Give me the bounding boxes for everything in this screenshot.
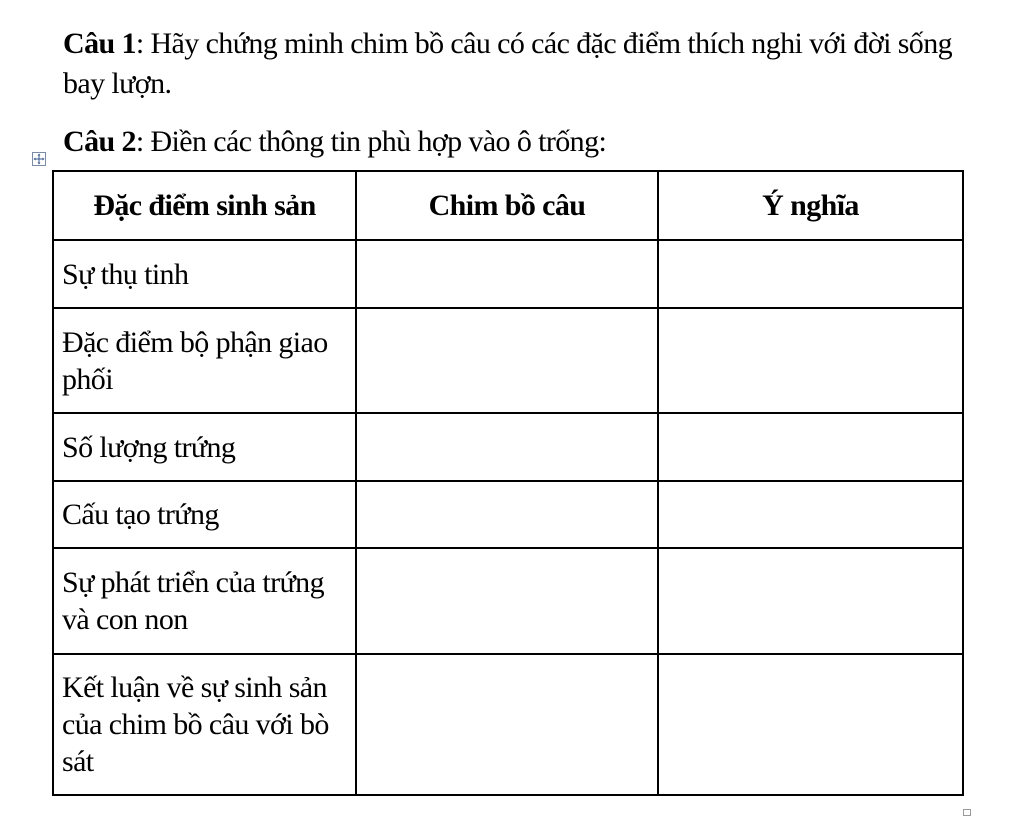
meaning-cell[interactable] xyxy=(658,308,963,413)
meaning-cell[interactable] xyxy=(658,548,963,654)
row-label: Đặc điểm bộ phận giao phối xyxy=(53,308,356,413)
meaning-cell[interactable] xyxy=(658,413,963,481)
header-pigeon: Chim bồ câu xyxy=(356,171,658,240)
meaning-cell[interactable] xyxy=(658,481,963,548)
table-row xyxy=(53,240,963,308)
row-label: Sự phát triển của trứng và con non xyxy=(53,548,356,654)
pigeon-cell[interactable] xyxy=(356,413,658,481)
table-row xyxy=(53,308,963,413)
meaning-cell[interactable] xyxy=(658,240,963,308)
pigeon-cell[interactable] xyxy=(356,240,658,308)
header-meaning: Ý nghĩa xyxy=(658,171,963,240)
pigeon-cell[interactable] xyxy=(356,481,658,548)
reproduction-table xyxy=(52,170,964,796)
pigeon-cell[interactable] xyxy=(356,654,658,795)
table-row xyxy=(53,413,963,481)
header-reproductive-feature: Đặc điểm sinh sản xyxy=(53,171,356,240)
table-row xyxy=(53,548,963,654)
row-label: Số lượng trứng xyxy=(53,413,356,481)
question-2 xyxy=(63,122,963,162)
table-row xyxy=(53,481,963,548)
meaning-cell[interactable] xyxy=(658,654,963,795)
question-1-label: Câu 1 xyxy=(63,27,136,60)
question-1 xyxy=(63,24,993,104)
question-2-label: Câu 2 xyxy=(63,125,136,158)
pigeon-cell[interactable] xyxy=(356,548,658,654)
table-row xyxy=(53,654,963,795)
row-label: Cấu tạo trứng xyxy=(53,481,356,548)
table-move-handle-icon[interactable] xyxy=(32,152,46,166)
row-label: Sự thụ tinh xyxy=(53,240,356,308)
question-2-text: : Điền các thông tin phù hợp vào ô trống: xyxy=(135,125,607,158)
table-header-row xyxy=(53,171,963,240)
question-1-text: : Hãy chứng minh chim bồ câu có các đặc điểm thích nghi với đời sống bay lượn. xyxy=(63,27,953,100)
row-label: Kết luận về sự sinh sản của chim bồ câu với bò sát xyxy=(53,654,356,795)
pigeon-cell[interactable] xyxy=(356,308,658,413)
